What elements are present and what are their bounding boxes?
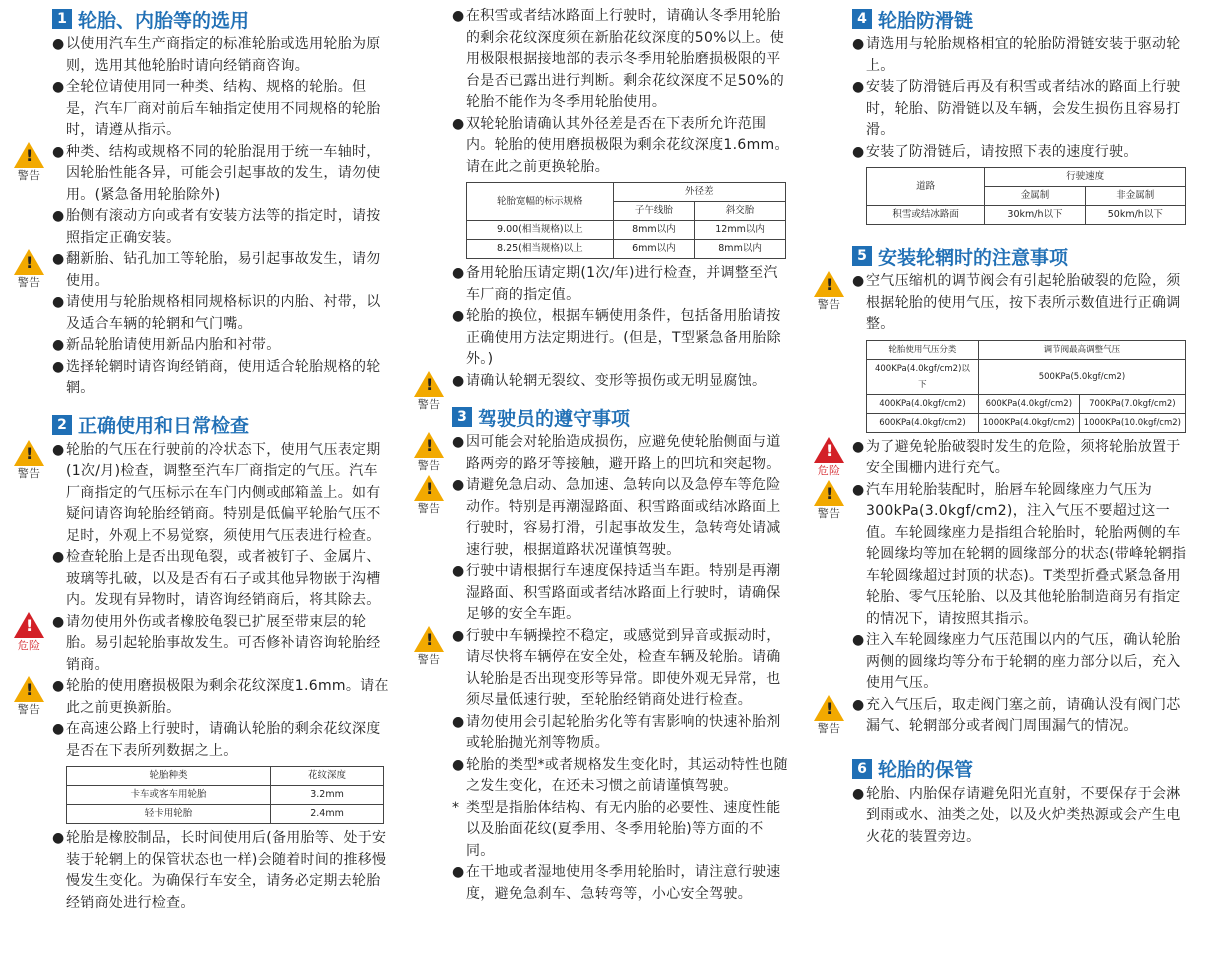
pressure-table: 轮胎使用气压分类 调节阀最高调整气压 400KPa(4.0kgf/cm2)以下 500KPa(5.0kgf/cm2) 400KPa(4.0kgf/cm2) 600KPa(4.0kgf/cm2) 700KPa(7.0kgf/cm2) 600KPa(4.0kgf/cm2) 1000KPa(4.0kgf/cm2) 1000KPa(10.0kgf/cm2) xyxy=(866,340,1186,433)
bullet: ● xyxy=(452,477,465,493)
bullet: ● xyxy=(852,143,865,160)
section-number: 2 xyxy=(52,415,72,435)
list-item: ! 警告 ● 请确认轮辋无裂纹、变形等损伤或无明显腐蚀。 xyxy=(412,371,790,393)
bullet: ● xyxy=(52,830,65,846)
bullet: ● xyxy=(452,8,465,24)
section-6-title xyxy=(852,754,1190,784)
warning-icon: ! 警告 xyxy=(812,695,846,735)
section-5-title xyxy=(852,241,1190,271)
warning-icon: ! 警告 xyxy=(412,432,446,472)
warning-icon: ! 警告 xyxy=(412,475,446,515)
list-item: ! 警告 ● 充入气压后，取走阀门塞之前，请确认没有阀门芯漏气、轮辋部分或者阀门周围漏气的情况。 xyxy=(812,695,1190,738)
list-item: ! 警告 ● 轮胎的使用磨损极限为剩余花纹深度1.6mm。请在此之前更换新胎。 xyxy=(12,676,390,719)
list-item: ● 双轮轮胎请确认其外径差是否在下表所允许范围内。轮胎的使用磨损极限为剩余花纹深度1.6mm。请在此之前更换轮胎。 xyxy=(452,115,789,175)
bullet: ● xyxy=(852,79,865,95)
list-item: ● 新品轮胎请使用新品内胎和衬带。 xyxy=(12,335,390,357)
bullet: ● xyxy=(452,756,465,773)
column-1 xyxy=(12,0,390,914)
list-item: ● 在干地或者湿地使用冬季用轮胎时，请注意行驶速度，避免急刹车、急转弯等，小心安全驾驶。 xyxy=(452,864,781,902)
warning-icon: ! 警告 xyxy=(12,249,46,289)
list-item: ● 请选用与轮胎规格相宜的轮胎防滑链安装于驱动轮上。 xyxy=(852,36,1181,74)
list-item: ! 危险 ● 请勿使用外伤或者橡胶龟裂已扩展至带束层的轮胎。易引起轮胎事故发生。可否修补请咨询轮胎经销商。 xyxy=(12,612,390,677)
bullet: ● xyxy=(52,251,65,267)
list-item: ● 安装了防滑链后，请按照下表的速度行驶。 xyxy=(812,142,1190,164)
bullet: ● xyxy=(52,441,65,458)
list-item: ! 警告 ● 轮胎的气压在行驶前的冷状态下，使用气压表定期(1次/月)检查，调整至汽车厂商指定的气压。汽车厂商指定的气压标示在车门内侧或邮箱盖上。如有疑问请咨询轮胎经销商。特别是低偏平轮胎气压不足时，外观上不易觉察，须使用气压表进行检查。 xyxy=(12,440,390,548)
warning-icon: ! 警告 xyxy=(812,480,846,520)
list-item: ● 轮胎的类型*或者规格发生变化时，其运动特性也随之发生变化，在还未习惯之前请谨慎驾驶。 xyxy=(452,756,788,794)
bullet: ● xyxy=(452,864,465,880)
section-heading: 安装轮辋时的注意事项 xyxy=(878,246,1069,269)
danger-icon: ! 危险 xyxy=(812,437,846,477)
bullet: ● xyxy=(452,265,465,281)
bullet: ● xyxy=(52,549,65,565)
bullet: ● xyxy=(52,294,65,310)
section-heading: 轮胎防滑链 xyxy=(878,9,974,32)
list-item: ● 以使用汽车生产商指定的标准轮胎或选用轮胎为原则，选用其他轮胎时请向经销商咨询。 xyxy=(52,36,381,74)
list-item: ● 注入车轮圆缘座力气压范围以内的气压，确认轮胎两侧的圆缘均等分布于轮辋的座力部分以后，充入使用气压。 xyxy=(852,632,1181,691)
bullet: ● xyxy=(52,337,65,353)
chain-speed-table: 道路 行驶速度 金属制 非金属制 积雪或结冰路面 30km/h以下 50km/h以下 xyxy=(866,167,1186,225)
tread-depth-table: 轮胎种类 花纹深度 卡车或客车用轮胎 3.2mm 轻卡用轮胎 2.4mm xyxy=(66,766,384,824)
bullet: ● xyxy=(452,627,465,644)
bullet: ● xyxy=(852,632,865,648)
bullet: ● xyxy=(52,79,65,95)
bullet: ● xyxy=(852,438,865,455)
section-number: 5 xyxy=(852,246,872,266)
list-item: ● 全轮位请使用同一种类、结构、规格的轮胎。但是，汽车厂商对前后车轴指定使用不同规格的轮胎时，请遵从指示。 xyxy=(52,79,381,138)
list-item: ! 警告 ● 空气压缩机的调节阀会有引起轮胎破裂的危险，须根据轮胎的使用气压，按下表所示数值进行正确调整。 xyxy=(812,271,1190,336)
list-item: * 类型是指胎体结构、有无内胎的必要性、速度性能以及胎面花纹(夏季用、冬季用轮胎)等方面的不同。 xyxy=(452,799,781,859)
section-heading: 轮胎、内胎等的选用 xyxy=(78,9,250,32)
danger-icon: ! 危险 xyxy=(12,612,46,652)
list-item: ! 警告 ● 种类、结构或规格不同的轮胎混用于统一车轴时，因轮胎性能各异，可能会引起事故的发生，请勿使用。(紧急备用轮胎除外) xyxy=(12,142,390,207)
bullet: ● xyxy=(852,696,865,713)
bullet: ● xyxy=(452,434,465,450)
bullet: ● xyxy=(452,115,465,132)
section-number: 4 xyxy=(852,9,872,29)
section-number: 6 xyxy=(852,759,872,779)
section-3-title xyxy=(452,402,790,432)
warning-icon: ! 警告 xyxy=(12,440,46,480)
section-4-title xyxy=(852,4,1190,34)
section-number: 3 xyxy=(452,407,472,427)
list-item: ● 轮胎的换位，根据车辆使用条件，包括备用胎请按正确使用方法定期进行。(但是，T型紧急备用胎除外。) xyxy=(452,308,781,367)
bullet: ● xyxy=(852,273,865,289)
section-heading: 轮胎的保管 xyxy=(878,759,974,781)
list-item: ● 请勿使用会引起轮胎劣化等有害影响的快速补胎剂或轮胎抛光剂等物质。 xyxy=(452,713,781,751)
list-item: ! 警告 ● 翻新胎、钻孔加工等轮胎，易引起事故发生，请勿使用。 xyxy=(12,249,390,292)
list-item: ● 胎侧有滚动方向或者有安装方法等的指定时，请按照指定正确安装。 xyxy=(52,208,381,246)
list-item: ● 检查轮胎上是否出现龟裂，或者被钉子、金属片、玻璃等扎破，以及是否有石子或其他异物嵌于沟槽内。发现有异物时，请咨询经销商后，将其除去。 xyxy=(52,549,381,608)
warning-icon: ! 警告 xyxy=(12,142,46,182)
warning-icon: ! 警告 xyxy=(812,271,846,311)
section-2-title xyxy=(52,410,390,440)
bullet: ● xyxy=(452,713,465,730)
column-3 xyxy=(812,0,1190,848)
bullet: ● xyxy=(52,613,65,630)
outer-diameter-table: 轮胎宽幅的标示规格 外径差 子午线胎 斜交胎 9.00(相当规格)以上 8mm以内 12mm以内 8.25(相当规格)以上 6mm以内 8mm以内 xyxy=(466,182,786,259)
list-item: ● 在积雪或者结冰路面上行驶时，请确认冬季用轮胎的剩余花纹深度须在新胎花纹深度的50%以上。使用极限根据接地部的表示冬季用轮胎磨损极限的平台是否已露出进行判断。剩余花纹深度不足50%的轮胎不能作为冬季用轮胎使用。 xyxy=(452,8,785,110)
column-2 xyxy=(412,6,790,905)
bullet: ● xyxy=(452,563,465,579)
list-item: ● 请使用与轮胎规格相同规格标识的内胎、衬带，以及适合车辆的轮辋和气门嘴。 xyxy=(52,294,381,332)
list-item: ! 警告 ● 汽车用轮胎装配时，胎唇车轮圆缘座力气压为300kPa(3.0kgf/cm2)，注入气压不要超过这一值。车轮圆缘座力是指组合轮胎时，轮胎两侧的车轮圆缘均等加在轮辋的圆缘部分的状态(带峰轮辋指车轮圆缘超过封顶的状态)。T类型折叠式紧急备用轮胎、零气压轮胎、以及其他轮胎制造商另有指定的情况下，请按照其指示。 xyxy=(812,480,1190,631)
list-item: ● 轮胎是橡胶制品，长时间使用后(备用胎等、处于安装于轮辋上的保管状态也一样)会随着时间的推移慢慢发生变化。为确保行车安全，请务必定期去轮胎经销商处进行检查。 xyxy=(52,830,387,911)
asterisk: * xyxy=(452,799,460,816)
list-item: ! 危险 ● 为了避免轮胎破裂时发生的危险，须将轮胎放置于安全围栅内进行充气。 xyxy=(812,437,1190,480)
bullet: ● xyxy=(52,678,65,694)
list-item: ● 在高速公路上行驶时，请确认轮胎的剩余花纹深度是否在下表所列数据之上。 xyxy=(52,721,381,759)
list-item: ! 警告 ● 因可能会对轮胎造成损伤，应避免使轮胎侧面与道路两旁的路牙等接触，避开路上的凹坑和突起物。 xyxy=(412,432,790,475)
section-heading: 正确使用和日常检查 xyxy=(78,415,250,437)
list-item: ● 选择轮辋时请咨询经销商，使用适合轮胎规格的轮辋。 xyxy=(52,358,381,396)
warning-icon: ! 警告 xyxy=(412,626,446,666)
section-heading: 驾驶员的遵守事项 xyxy=(478,407,631,430)
bullet: ● xyxy=(852,481,865,498)
bullet: ● xyxy=(52,36,65,52)
bullet: ● xyxy=(852,36,865,52)
bullet: ● xyxy=(52,358,65,375)
list-item: ● 安装了防滑链后再及有积雪或者结冰的路面上行驶时，轮胎、防滑链以及车辆，会发生损伤且容易打滑。 xyxy=(852,79,1181,138)
list-item: ● 备用轮胎压请定期(1次/年)进行检查，并调整至汽车厂商的指定值。 xyxy=(452,265,778,303)
list-item: ● 轮胎、内胎保存请避免阳光直射，不要保存于会淋到雨或水、油类之处，以及火炉类热源或会产生电火花的装置旁边。 xyxy=(852,785,1181,845)
warning-icon: ! 警告 xyxy=(12,676,46,716)
warning-icon: ! 警告 xyxy=(412,371,446,411)
bullet: ● xyxy=(852,785,865,802)
list-item: ! 警告 ● 请避免急启动、急加速、急转向以及急停车等危险动作。特别是再潮湿路面、积雪路面或结冰路面上行驶时，容易打滑，引起事故发生，急转弯处请减速行驶，根据道路状况谨慎驾驶。 xyxy=(412,475,790,561)
bullet: ● xyxy=(52,721,65,737)
list-item: ● 行驶中请根据行车速度保持适当车距。特别是再潮湿路面、积雪路面或者结冰路面上行驶时，请确保足够的安全车距。 xyxy=(452,563,781,622)
bullet: ● xyxy=(452,308,465,324)
list-item: ! 警告 ● 行驶中车辆操控不稳定，或感觉到异音或振动时，请尽快将车辆停在安全处，检查车辆及轮胎。请确认轮胎是否出现变形等异常。即使外观无异常，也须尽量低速行驶，至轮胎经销商处进行检查。 xyxy=(412,626,790,712)
bullet: ● xyxy=(452,372,465,389)
section-1-title xyxy=(52,4,390,34)
bullet: ● xyxy=(52,208,65,224)
section-number: 1 xyxy=(52,9,72,29)
bullet: ● xyxy=(52,143,65,160)
